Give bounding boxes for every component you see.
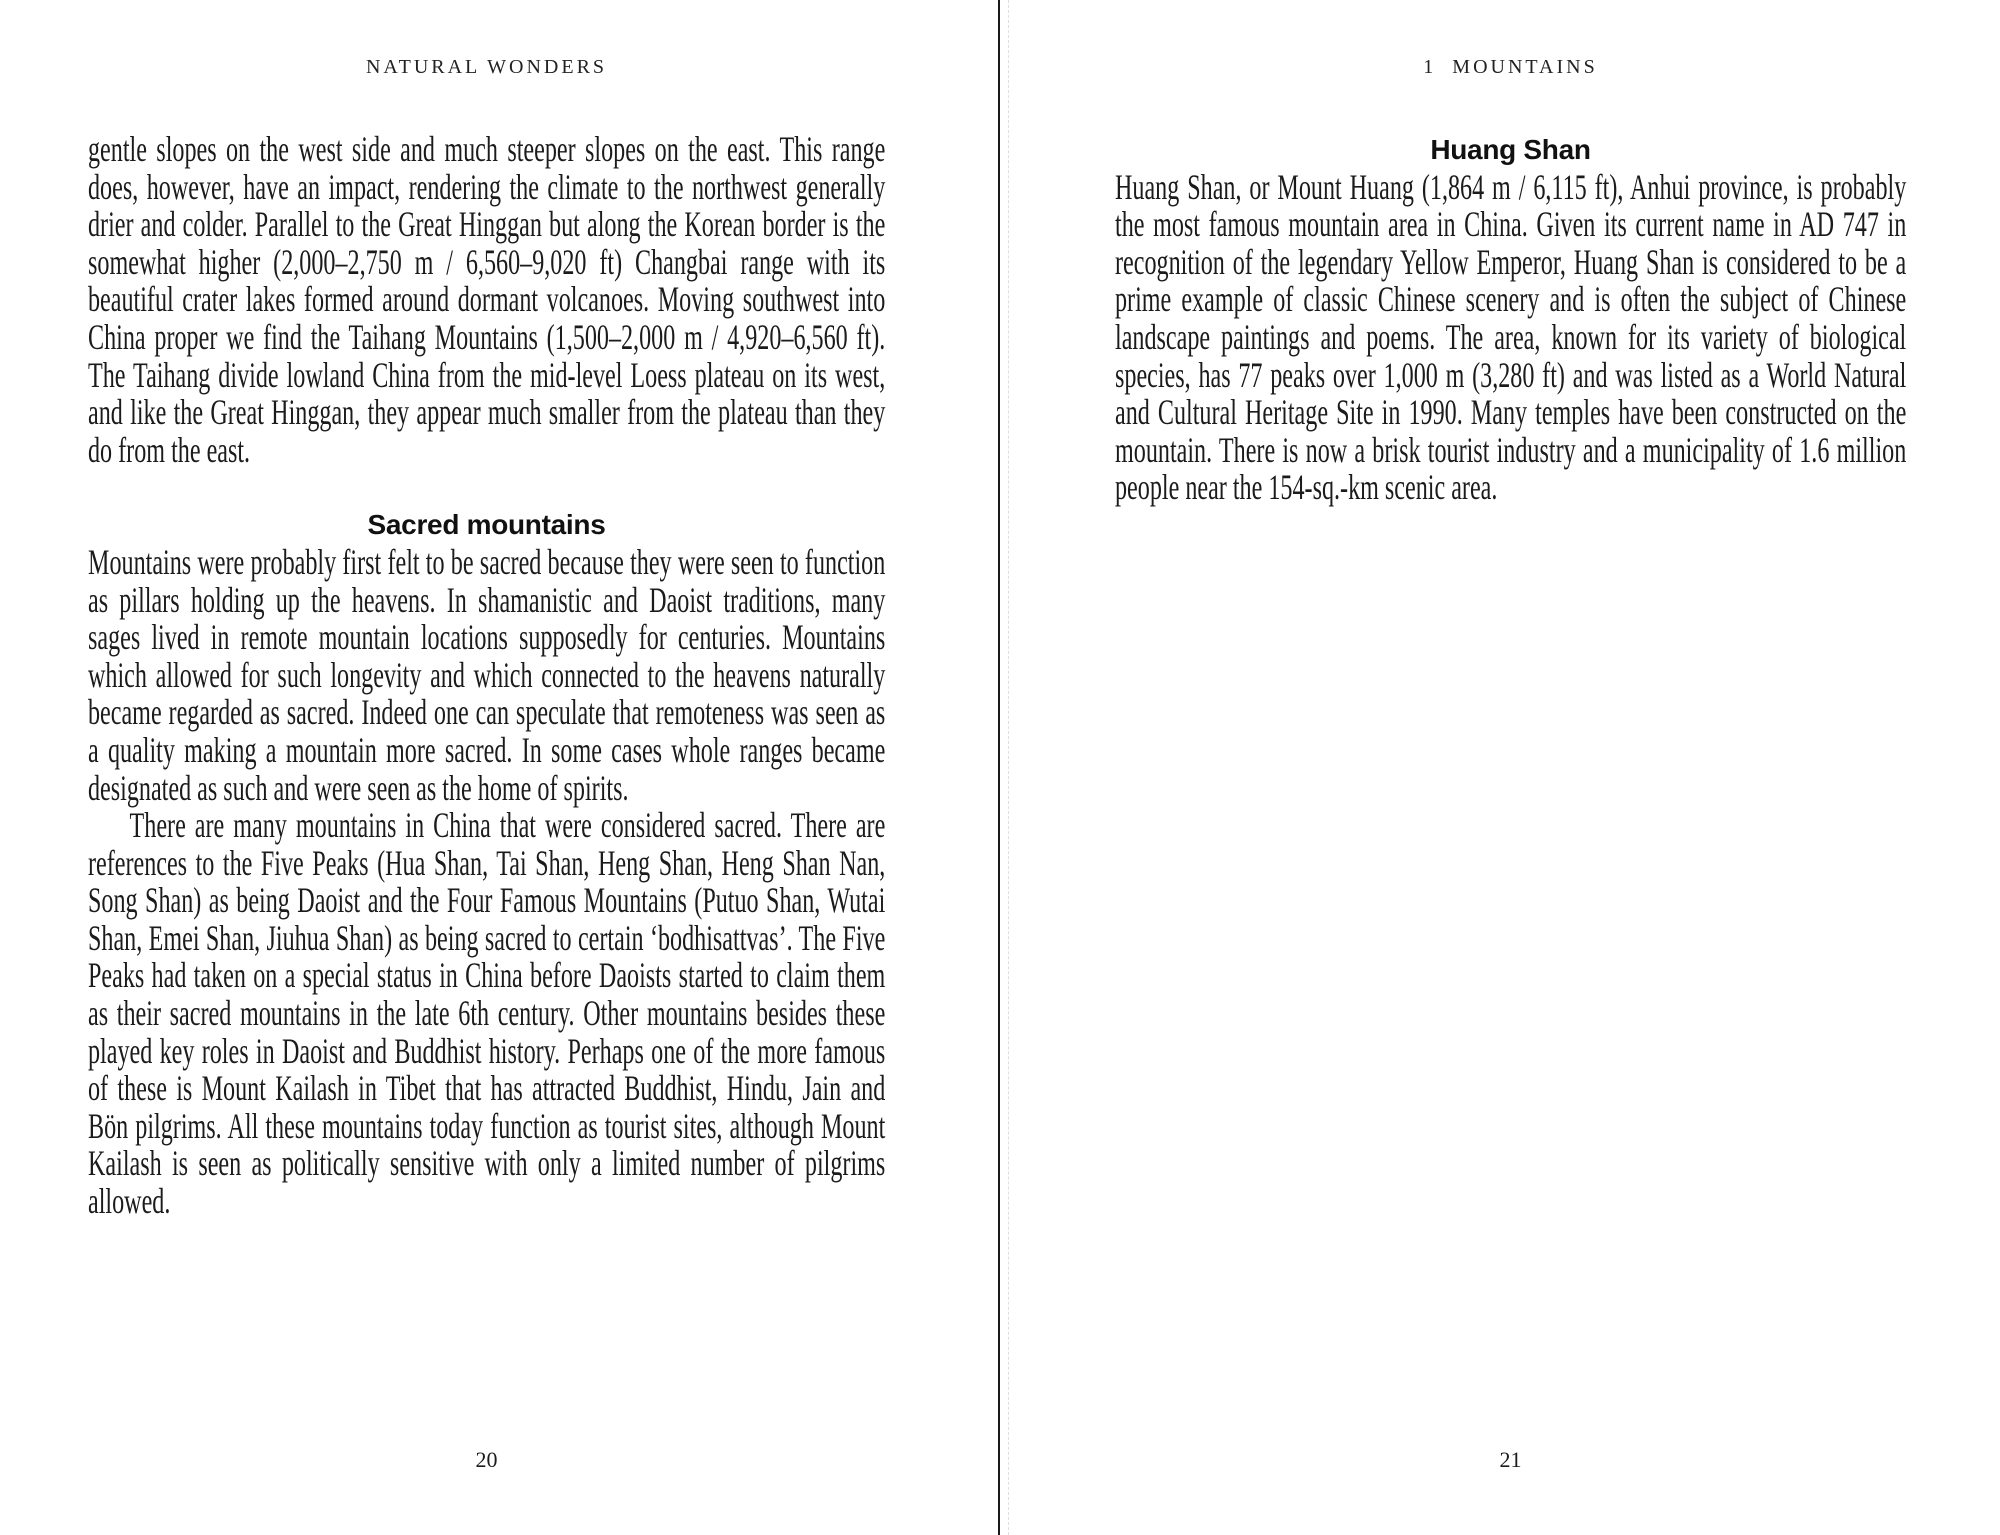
page-number-left: 20 — [475, 1447, 498, 1472]
body-paragraph: There are many mountains in China that were considered sacred. There are references to the Five Peaks (Hua Shan, Tai Shan, Heng Shan, Heng Shan Nan, Song Shan) as being Daoist and the Four Famous Mountains (Putuo Shan, Wutai Shan, Emei Shan, Jiuhua Shan) as being sacred to certain ‘bodhisattvas’. The Five Peaks had taken on a special status in China before Daoists started to claim them as their sacred mountains in the late 6th century. Other mountains besides these played key roles in Daoist and Buddhist history. Perhaps one of the more famous of these is Mount Kailash in Tibet that has attracted Buddhist, Hindu, Jain and Bön pilgrims. All these mountains today function as tourist sites, although Mount Kailash is seen as politically sensitive with only a limited number of pilgrims allowed. — [88, 805, 886, 1222]
page-number-right: 21 — [1499, 1447, 1522, 1472]
running-header-left: NATURAL WONDERS — [365, 56, 608, 78]
left-page-text-column — [88, 131, 885, 1221]
body-paragraph: Huang Shan, or Mount Huang (1,864 m / 6,115 ft), Anhui province, is probably the most famous mountain area in China. Given its current name in AD 747 in recognition of the legendary Yellow Emperor, Huang Shan is considered to be a prime example of classic Chinese scenery and is often the subject of Chinese landscape paintings and poems. The area, known for its variety of biological species, has 77 peaks over 1,000 m (3,280 ft) and was listed as a World Natural and Cultural Heritage Site in 1990. Many temples have been constructed on the mountain. There is now a brisk tourist industry and a municipality of 1.6 million people near the 154-sq.-km scenic area. — [1115, 166, 1907, 508]
body-paragraph: Mountains were probably first felt to be sacred because they were seen to function as pillars holding up the heavens. In shamanistic and Daoist traditions, many sages lived in remote mountain locations supposedly for centuries. Mountains which allowed for such longevity and which connected to the heavens naturally became regarded as sacred. Indeed one can speculate that remoteness was seen as a quality making a mountain more sacred. In some cases whole ranges became designated as such and were seen as the home of spirits. — [88, 541, 886, 808]
section-heading: Huang Shan — [1430, 134, 1591, 165]
section-heading: Sacred mountains — [367, 509, 606, 541]
page-edge-line — [1008, 0, 1009, 1535]
running-header-right: 1 MOUNTAINS — [1423, 56, 1598, 78]
left-page — [88, 0, 885, 1535]
body-paragraph: gentle slopes on the west side and much steeper slopes on the east. This range does, however, have an impact, rendering the climate to the northwest generally drier and colder. Parallel to the Great Hinggan but along the Korean border is the somewhat higher (2,000–2,750 m / 6,560–9,020 ft) Changbai range with its beautiful crater lakes formed around dormant volcanoes. Moving southwest into China proper we find the Taihang Mountains (1,500–2,000 m / 4,920–6,560 ft). The Taihang divide lowland China from the mid-level Loess plateau on its west, and like the Great Hinggan, they appear much smaller from the plateau than they do from the east. — [88, 129, 886, 470]
right-page-text-column — [1115, 131, 1906, 507]
page-gutter-divider — [998, 0, 1000, 1535]
right-page — [1115, 0, 1906, 1535]
